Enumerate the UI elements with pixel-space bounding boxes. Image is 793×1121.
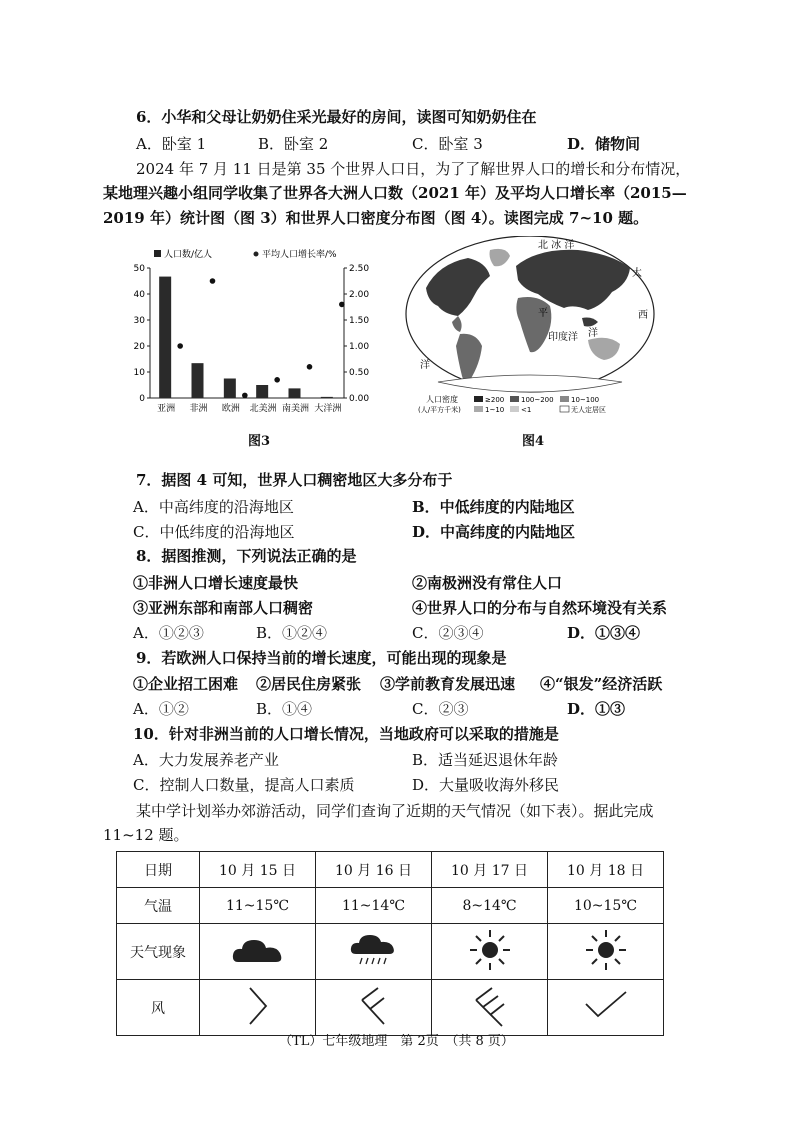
q8-statement-4: ④世界人口的分布与自然环境没有关系 <box>412 599 668 617</box>
q7-option-b: B．中低纬度的内陆地区 <box>412 498 575 516</box>
right-tick-label: 1.50 <box>349 316 370 326</box>
wind-cell <box>316 980 432 1036</box>
population-chart <box>118 246 388 421</box>
q7-option-c: C．中低纬度的沿海地区 <box>133 523 295 541</box>
q10-option-c: C．控制人口数量，提高人口素质 <box>133 776 355 794</box>
legend-swatch-1-10 <box>474 406 483 412</box>
cloudy-icon <box>230 932 286 968</box>
q6-option-b: B．卧室 2 <box>258 135 329 153</box>
temp-cell: 11~15℃ <box>200 888 316 924</box>
category-label: 大洋洲 <box>314 404 342 414</box>
category-label: 欧洲 <box>221 404 240 414</box>
temp-cell: 10~15℃ <box>548 888 664 924</box>
row-label-temp: 气温 <box>117 888 200 924</box>
pacific-ocean-label-2: 平 <box>538 308 548 319</box>
date-cell: 10 月 17 日 <box>432 852 548 888</box>
growth-rate-point <box>307 364 313 370</box>
weather-table <box>116 851 664 1036</box>
population-bar <box>192 363 204 398</box>
legend-swatch-10-100 <box>560 396 569 402</box>
legend-unit: (人/平方千米) <box>418 406 461 414</box>
pacific-ocean-label: 太 <box>632 268 642 279</box>
intro1-line-1: 2024 年 7 月 11 日是第 35 个世界人口日，为了了解世界人口的增长和分布情况， <box>136 160 691 178</box>
indian-ocean-label: 印度洋 <box>548 332 578 343</box>
q9-statement-1: ①企业招工困难 <box>133 675 239 693</box>
sunny-icon <box>584 928 628 972</box>
left-tick-label: 20 <box>133 342 145 352</box>
growth-rate-point <box>242 393 248 399</box>
fig3-caption: 图3 <box>248 434 271 449</box>
legend-item-lt1: <1 <box>521 406 532 414</box>
population-bar <box>256 385 268 398</box>
legend-title: 人口密度 <box>426 395 458 404</box>
wind-cell <box>548 980 664 1036</box>
wind-cell <box>432 980 548 1036</box>
arctic-ocean-label: 北 冰 洋 <box>538 240 575 251</box>
q8-statement-3: ③亚洲东部和南部人口稠密 <box>133 599 314 617</box>
wind-barb-icon <box>238 984 278 1028</box>
right-tick-label: 0.00 <box>349 394 370 404</box>
sunny-icon <box>468 928 512 972</box>
right-tick-label: 0.50 <box>349 368 370 378</box>
q9-stem: 9．若欧洲人口保持当前的增长速度，可能出现的现象是 <box>136 649 507 667</box>
q7-option-a: A．中高纬度的沿海地区 <box>133 498 294 516</box>
q8-statement-2: ②南极洲没有常住人口 <box>412 574 563 592</box>
q10-option-a: A．大力发展养老产业 <box>133 751 279 769</box>
q8-option-b: B．①②④ <box>256 624 328 642</box>
date-cell: 10 月 15 日 <box>200 852 316 888</box>
legend-item-10-100: 10~100 <box>571 396 600 404</box>
legend-swatch-population <box>154 250 161 257</box>
intro2-line-2: 11~12 题。 <box>103 826 189 844</box>
fig4-caption: 图4 <box>522 434 545 449</box>
row-label-date: 日期 <box>117 852 200 888</box>
growth-rate-point <box>339 302 345 308</box>
left-tick-label: 10 <box>133 368 145 378</box>
q6-option-a: A．卧室 1 <box>136 135 207 153</box>
q6-option-d: D．储物间 <box>567 135 641 153</box>
page-footer: （TL）七年级地理 第 2页 （共 8 页） <box>279 1034 514 1049</box>
category-label: 亚洲 <box>157 404 176 414</box>
weather-cell <box>200 924 316 980</box>
legend-swatch-100-200 <box>510 396 519 402</box>
right-tick-label: 2.00 <box>349 290 370 300</box>
q7-stem: 7．据图 4 可知，世界人口稠密地区大多分布于 <box>136 471 453 489</box>
left-tick-label: 30 <box>133 316 145 326</box>
q9-option-c: C．②③ <box>412 700 469 718</box>
atlantic-label-2: 洋 <box>420 360 430 371</box>
date-cell: 10 月 16 日 <box>316 852 432 888</box>
legend-item-uninhabited: 无人定居区 <box>571 406 606 414</box>
wind-check-icon <box>582 984 630 1028</box>
table-row-dates <box>117 852 664 888</box>
q6-stem: 6．小华和父母让奶奶住采光最好的房间，读图可知奶奶住在 <box>136 108 537 126</box>
population-bar <box>224 379 236 399</box>
legend-swatch-uninhabited <box>560 406 569 412</box>
growth-rate-point <box>177 343 183 349</box>
right-tick-label: 2.50 <box>349 264 370 274</box>
intro1-line-2: 某地理兴趣小组同学收集了世界各大洲人口数（2021 年）及平均人口增长率（2015— <box>103 184 687 202</box>
population-bar <box>321 397 333 398</box>
left-tick-label: 0 <box>139 394 145 404</box>
wind-barb-icon <box>470 984 510 1028</box>
temp-cell: 8~14℃ <box>432 888 548 924</box>
q8-option-d: D．①③④ <box>567 624 641 642</box>
legend-population: 人口数/亿人 <box>164 250 213 260</box>
temp-cell: 11~14℃ <box>316 888 432 924</box>
legend-item-1-10: 1~10 <box>485 406 505 414</box>
growth-rate-point <box>210 278 216 284</box>
q8-option-c: C．②③④ <box>412 624 484 642</box>
rain-icon <box>346 930 402 970</box>
table-row-temps <box>117 888 664 924</box>
q6-option-c: C．卧室 3 <box>412 135 483 153</box>
q9-option-d: D．①③ <box>567 700 626 718</box>
intro1-line-3: 2019 年）统计图（图 3）和世界人口密度分布图（图 4）。读图完成 7~10 题。 <box>103 209 649 227</box>
left-tick-label: 50 <box>133 264 145 274</box>
q8-option-a: A．①②③ <box>133 624 204 642</box>
q10-option-b: B．适当延迟退休年龄 <box>412 751 559 769</box>
right-tick-label: 1.00 <box>349 342 370 352</box>
table-row-weather <box>117 924 664 980</box>
q8-stem: 8．据图推测，下列说法正确的是 <box>136 547 357 565</box>
pacific-ocean-label-3: 洋 <box>588 328 598 339</box>
q10-stem: 10．针对非洲当前的人口增长情况，当地政府可以采取的措施是 <box>133 725 559 743</box>
growth-rate-point <box>274 377 280 383</box>
category-label: 北美洲 <box>249 404 277 414</box>
wind-cell <box>200 980 316 1036</box>
q7-option-d: D．中高纬度的内陆地区 <box>412 523 576 541</box>
q10-option-d: D．大量吸收海外移民 <box>412 776 560 794</box>
q9-option-b: B．①④ <box>256 700 313 718</box>
row-label-wind: 风 <box>117 980 200 1036</box>
population-bar <box>159 277 171 398</box>
category-label: 南美洲 <box>281 404 310 414</box>
legend-item-100-200: 100~200 <box>521 396 554 404</box>
legend-growth: 平均人口增长率/% <box>262 250 337 260</box>
table-row-wind <box>117 980 664 1036</box>
weather-cell <box>548 924 664 980</box>
q9-statement-2: ②居民住房紧张 <box>256 675 362 693</box>
left-tick-label: 40 <box>133 290 145 300</box>
row-label-weather: 天气现象 <box>117 924 200 980</box>
q9-statement-4: ④“银发”经济活跃 <box>540 675 663 693</box>
weather-cell <box>432 924 548 980</box>
wind-barb-icon <box>354 984 394 1028</box>
q8-statement-1: ①非洲人口增长速度最快 <box>133 574 299 592</box>
date-cell: 10 月 18 日 <box>548 852 664 888</box>
category-label: 非洲 <box>189 404 208 414</box>
intro2-line-1: 某中学计划举办郊游活动，同学们查询了近期的天气情况（如下表）。据此完成 <box>136 802 654 820</box>
q9-option-a: A．①② <box>133 700 189 718</box>
atlantic-label: 西 <box>638 310 648 321</box>
legend-swatch-growth <box>254 252 259 257</box>
map-legend <box>474 396 606 414</box>
world-population-density-map <box>398 236 670 424</box>
legend-item-200: ≥200 <box>485 396 505 404</box>
weather-cell <box>316 924 432 980</box>
legend-swatch-lt1 <box>510 406 519 412</box>
population-bar <box>289 388 301 398</box>
legend-swatch-200 <box>474 396 483 402</box>
q9-statement-3: ③学前教育发展迅速 <box>380 675 516 693</box>
